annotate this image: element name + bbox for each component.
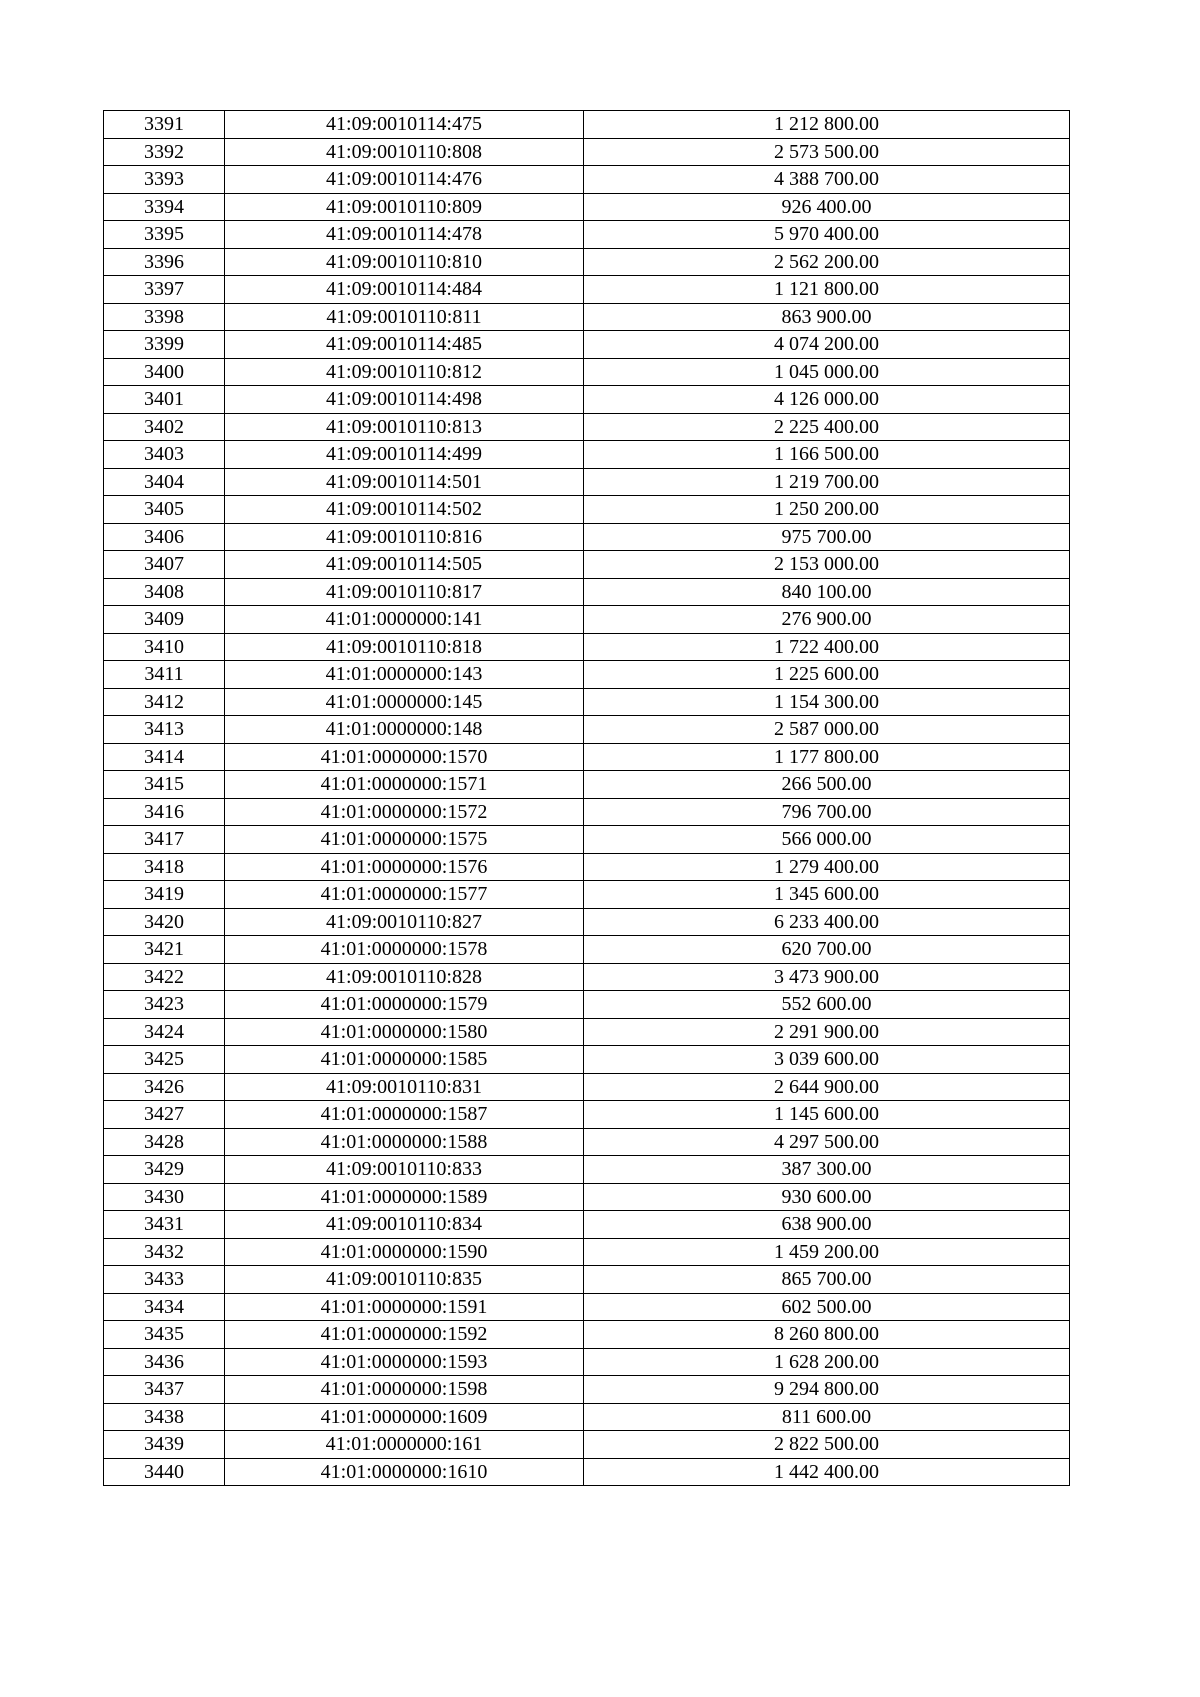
table-row (104, 716, 1070, 744)
cadastral-value-cell: 865 700.00 (584, 1266, 1070, 1294)
row-number-cell: 3411 (104, 661, 225, 689)
table-row (104, 193, 1070, 221)
cadastral-value-cell: 4 126 000.00 (584, 386, 1070, 414)
row-number-cell: 3426 (104, 1073, 225, 1101)
table-row (104, 771, 1070, 799)
cadastral-number-cell: 41:01:0000000:1575 (225, 826, 584, 854)
row-number-cell: 3401 (104, 386, 225, 414)
table-row (104, 468, 1070, 496)
table-row (104, 1321, 1070, 1349)
cadastral-number-cell: 41:09:0010114:498 (225, 386, 584, 414)
table-row (104, 606, 1070, 634)
cadastral-number-cell: 41:01:0000000:1571 (225, 771, 584, 799)
cadastral-value-cell: 6 233 400.00 (584, 908, 1070, 936)
cadastral-number-cell: 41:09:0010110:816 (225, 523, 584, 551)
table-row (104, 1403, 1070, 1431)
row-number-cell: 3397 (104, 276, 225, 304)
cadastral-value-cell: 1 279 400.00 (584, 853, 1070, 881)
cadastral-value-cell: 387 300.00 (584, 1156, 1070, 1184)
row-number-cell: 3413 (104, 716, 225, 744)
cadastral-value-cell: 4 388 700.00 (584, 166, 1070, 194)
table-row (104, 303, 1070, 331)
table-row (104, 221, 1070, 249)
cadastral-number-cell: 41:09:0010110:812 (225, 358, 584, 386)
row-number-cell: 3423 (104, 991, 225, 1019)
cadastral-number-cell: 41:01:0000000:1590 (225, 1238, 584, 1266)
table-row (104, 853, 1070, 881)
table-row (104, 633, 1070, 661)
row-number-cell: 3416 (104, 798, 225, 826)
cadastral-number-cell: 41:01:0000000:1593 (225, 1348, 584, 1376)
cadastral-value-cell: 552 600.00 (584, 991, 1070, 1019)
row-number-cell: 3415 (104, 771, 225, 799)
row-number-cell: 3402 (104, 413, 225, 441)
table-row (104, 441, 1070, 469)
cadastral-value-cell: 1 145 600.00 (584, 1101, 1070, 1129)
row-number-cell: 3418 (104, 853, 225, 881)
cadastral-number-cell: 41:09:0010114:499 (225, 441, 584, 469)
table-row (104, 523, 1070, 551)
row-number-cell: 3435 (104, 1321, 225, 1349)
cadastral-number-cell: 41:01:0000000:1585 (225, 1046, 584, 1074)
cadastral-value-cell: 2 644 900.00 (584, 1073, 1070, 1101)
cadastral-number-cell: 41:01:0000000:141 (225, 606, 584, 634)
cadastral-value-cell: 620 700.00 (584, 936, 1070, 964)
table-row (104, 963, 1070, 991)
cadastral-value-cell: 1 219 700.00 (584, 468, 1070, 496)
cadastral-value-cell: 863 900.00 (584, 303, 1070, 331)
cadastral-number-cell: 41:01:0000000:145 (225, 688, 584, 716)
cadastral-number-cell: 41:01:0000000:1580 (225, 1018, 584, 1046)
cadastral-value-cell: 930 600.00 (584, 1183, 1070, 1211)
cadastral-number-cell: 41:09:0010110:817 (225, 578, 584, 606)
row-number-cell: 3437 (104, 1376, 225, 1404)
cadastral-number-cell: 41:09:0010110:834 (225, 1211, 584, 1239)
cadastral-number-cell: 41:01:0000000:1579 (225, 991, 584, 1019)
row-number-cell: 3396 (104, 248, 225, 276)
row-number-cell: 3391 (104, 111, 225, 139)
cadastral-number-cell: 41:01:0000000:1591 (225, 1293, 584, 1321)
table-row (104, 1348, 1070, 1376)
row-number-cell: 3398 (104, 303, 225, 331)
row-number-cell: 3409 (104, 606, 225, 634)
cadastral-number-cell: 41:01:0000000:1589 (225, 1183, 584, 1211)
table-row (104, 331, 1070, 359)
table-row (104, 248, 1070, 276)
table-row (104, 1431, 1070, 1459)
row-number-cell: 3408 (104, 578, 225, 606)
cadastral-value-cell: 2 822 500.00 (584, 1431, 1070, 1459)
table-row (104, 1211, 1070, 1239)
row-number-cell: 3436 (104, 1348, 225, 1376)
cadastral-value-cell: 811 600.00 (584, 1403, 1070, 1431)
cadastral-number-cell: 41:09:0010114:484 (225, 276, 584, 304)
row-number-cell: 3392 (104, 138, 225, 166)
row-number-cell: 3414 (104, 743, 225, 771)
cadastral-value-cell: 1 177 800.00 (584, 743, 1070, 771)
row-number-cell: 3425 (104, 1046, 225, 1074)
row-number-cell: 3405 (104, 496, 225, 524)
row-number-cell: 3419 (104, 881, 225, 909)
table-row (104, 496, 1070, 524)
table-row (104, 881, 1070, 909)
cadastral-number-cell: 41:01:0000000:1592 (225, 1321, 584, 1349)
row-number-cell: 3424 (104, 1018, 225, 1046)
table-row (104, 358, 1070, 386)
cadastral-number-cell: 41:09:0010114:475 (225, 111, 584, 139)
cadastral-number-cell: 41:01:0000000:148 (225, 716, 584, 744)
cadastral-number-cell: 41:09:0010110:809 (225, 193, 584, 221)
cadastral-value-cell: 638 900.00 (584, 1211, 1070, 1239)
cadastral-value-cell: 1 121 800.00 (584, 276, 1070, 304)
row-number-cell: 3422 (104, 963, 225, 991)
cadastral-number-cell: 41:09:0010110:831 (225, 1073, 584, 1101)
cadastral-number-cell: 41:09:0010114:502 (225, 496, 584, 524)
cadastral-number-cell: 41:09:0010114:476 (225, 166, 584, 194)
cadastral-number-cell: 41:09:0010114:478 (225, 221, 584, 249)
table-row (104, 1183, 1070, 1211)
cadastral-number-cell: 41:01:0000000:1609 (225, 1403, 584, 1431)
cadastral-number-cell: 41:09:0010110:813 (225, 413, 584, 441)
cadastral-number-cell: 41:01:0000000:1588 (225, 1128, 584, 1156)
cadastral-value-cell: 1 722 400.00 (584, 633, 1070, 661)
row-number-cell: 3400 (104, 358, 225, 386)
cadastral-value-cell: 276 900.00 (584, 606, 1070, 634)
table-row (104, 138, 1070, 166)
row-number-cell: 3433 (104, 1266, 225, 1294)
cadastral-number-cell: 41:01:0000000:1570 (225, 743, 584, 771)
row-number-cell: 3428 (104, 1128, 225, 1156)
table-row (104, 798, 1070, 826)
cadastral-value-cell: 1 166 500.00 (584, 441, 1070, 469)
table-body (104, 111, 1070, 1486)
cadastral-value-cell: 926 400.00 (584, 193, 1070, 221)
cadastral-value-cell: 2 225 400.00 (584, 413, 1070, 441)
table-row (104, 1046, 1070, 1074)
cadastral-number-cell: 41:01:0000000:1598 (225, 1376, 584, 1404)
cadastral-value-cell: 4 297 500.00 (584, 1128, 1070, 1156)
cadastral-value-cell: 1 212 800.00 (584, 111, 1070, 139)
cadastral-value-cell: 975 700.00 (584, 523, 1070, 551)
cadastral-number-cell: 41:09:0010114:485 (225, 331, 584, 359)
cadastral-value-cell: 1 459 200.00 (584, 1238, 1070, 1266)
cadastral-value-cell: 2 573 500.00 (584, 138, 1070, 166)
table-row (104, 276, 1070, 304)
table-row (104, 826, 1070, 854)
cadastral-value-cell: 796 700.00 (584, 798, 1070, 826)
row-number-cell: 3410 (104, 633, 225, 661)
table-row (104, 578, 1070, 606)
table-row (104, 1128, 1070, 1156)
row-number-cell: 3440 (104, 1458, 225, 1486)
cadastral-value-cell: 2 291 900.00 (584, 1018, 1070, 1046)
table-row (104, 166, 1070, 194)
row-number-cell: 3395 (104, 221, 225, 249)
row-number-cell: 3427 (104, 1101, 225, 1129)
cadastral-number-cell: 41:01:0000000:1610 (225, 1458, 584, 1486)
row-number-cell: 3407 (104, 551, 225, 579)
table-row (104, 1238, 1070, 1266)
row-number-cell: 3399 (104, 331, 225, 359)
table-row (104, 111, 1070, 139)
table-row (104, 688, 1070, 716)
row-number-cell: 3438 (104, 1403, 225, 1431)
cadastral-value-cell: 4 074 200.00 (584, 331, 1070, 359)
cadastral-number-cell: 41:09:0010110:818 (225, 633, 584, 661)
table-row (104, 551, 1070, 579)
cadastral-value-cell: 5 970 400.00 (584, 221, 1070, 249)
cadastral-value-table (103, 110, 1070, 1486)
cadastral-value-cell: 266 500.00 (584, 771, 1070, 799)
cadastral-value-cell: 1 225 600.00 (584, 661, 1070, 689)
row-number-cell: 3429 (104, 1156, 225, 1184)
cadastral-number-cell: 41:09:0010110:828 (225, 963, 584, 991)
cadastral-number-cell: 41:09:0010110:810 (225, 248, 584, 276)
table-row (104, 386, 1070, 414)
row-number-cell: 3404 (104, 468, 225, 496)
cadastral-number-cell: 41:09:0010110:833 (225, 1156, 584, 1184)
cadastral-value-cell: 1 250 200.00 (584, 496, 1070, 524)
cadastral-value-cell: 3 473 900.00 (584, 963, 1070, 991)
row-number-cell: 3432 (104, 1238, 225, 1266)
table-row (104, 1376, 1070, 1404)
row-number-cell: 3412 (104, 688, 225, 716)
cadastral-value-cell: 2 153 000.00 (584, 551, 1070, 579)
cadastral-number-cell: 41:09:0010114:501 (225, 468, 584, 496)
table-row (104, 1458, 1070, 1486)
cadastral-value-cell: 2 562 200.00 (584, 248, 1070, 276)
cadastral-value-cell: 9 294 800.00 (584, 1376, 1070, 1404)
row-number-cell: 3420 (104, 908, 225, 936)
row-number-cell: 3430 (104, 1183, 225, 1211)
cadastral-value-cell: 1 045 000.00 (584, 358, 1070, 386)
cadastral-number-cell: 41:09:0010110:811 (225, 303, 584, 331)
table-row (104, 1156, 1070, 1184)
cadastral-value-cell: 1 345 600.00 (584, 881, 1070, 909)
cadastral-value-cell: 1 442 400.00 (584, 1458, 1070, 1486)
cadastral-value-cell: 602 500.00 (584, 1293, 1070, 1321)
cadastral-number-cell: 41:01:0000000:1572 (225, 798, 584, 826)
row-number-cell: 3417 (104, 826, 225, 854)
table-row (104, 1293, 1070, 1321)
cadastral-value-cell: 3 039 600.00 (584, 1046, 1070, 1074)
row-number-cell: 3434 (104, 1293, 225, 1321)
cadastral-number-cell: 41:09:0010114:505 (225, 551, 584, 579)
cadastral-number-cell: 41:01:0000000:1587 (225, 1101, 584, 1129)
row-number-cell: 3406 (104, 523, 225, 551)
cadastral-number-cell: 41:01:0000000:161 (225, 1431, 584, 1459)
row-number-cell: 3403 (104, 441, 225, 469)
table-row (104, 1073, 1070, 1101)
row-number-cell: 3431 (104, 1211, 225, 1239)
cadastral-value-cell: 2 587 000.00 (584, 716, 1070, 744)
table-row (104, 991, 1070, 1019)
cadastral-number-cell: 41:01:0000000:1578 (225, 936, 584, 964)
table-row (104, 413, 1070, 441)
cadastral-number-cell: 41:01:0000000:1577 (225, 881, 584, 909)
row-number-cell: 3439 (104, 1431, 225, 1459)
table-row (104, 908, 1070, 936)
row-number-cell: 3393 (104, 166, 225, 194)
table-row (104, 743, 1070, 771)
cadastral-value-cell: 840 100.00 (584, 578, 1070, 606)
table-row (104, 661, 1070, 689)
row-number-cell: 3394 (104, 193, 225, 221)
cadastral-number-cell: 41:09:0010110:808 (225, 138, 584, 166)
table-row (104, 1018, 1070, 1046)
cadastral-number-cell: 41:09:0010110:835 (225, 1266, 584, 1294)
table-row (104, 1266, 1070, 1294)
table-row (104, 1101, 1070, 1129)
cadastral-number-cell: 41:01:0000000:143 (225, 661, 584, 689)
table-row (104, 936, 1070, 964)
cadastral-value-cell: 1 628 200.00 (584, 1348, 1070, 1376)
cadastral-value-cell: 1 154 300.00 (584, 688, 1070, 716)
cadastral-value-cell: 8 260 800.00 (584, 1321, 1070, 1349)
row-number-cell: 3421 (104, 936, 225, 964)
cadastral-number-cell: 41:09:0010110:827 (225, 908, 584, 936)
cadastral-value-cell: 566 000.00 (584, 826, 1070, 854)
cadastral-number-cell: 41:01:0000000:1576 (225, 853, 584, 881)
